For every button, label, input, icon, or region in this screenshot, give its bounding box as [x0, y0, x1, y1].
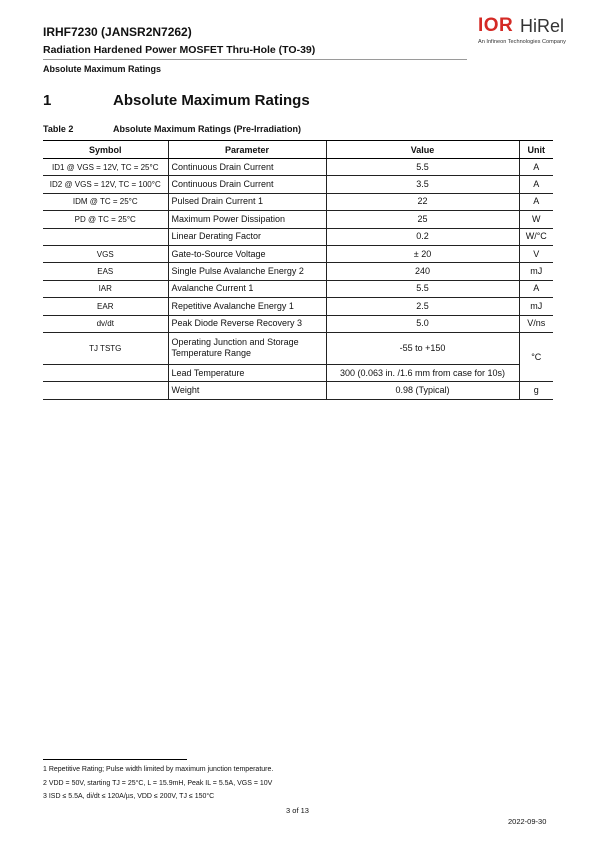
row-symbol: PD @ TC = 25°C — [43, 211, 168, 228]
row-value: 300 (0.063 in. /1.6 mm from case for 10s) — [326, 364, 519, 381]
row-unit: W/°C — [519, 228, 553, 245]
table-caption: Absolute Maximum Ratings (Pre-Irradiation) — [113, 124, 302, 134]
row-value: ± 20 — [326, 245, 519, 262]
row-symbol: IDM @ TC = 25°C — [43, 193, 168, 210]
row-unit: °C — [519, 332, 553, 381]
row-parameter: Repetitive Avalanche Energy 1 — [168, 298, 326, 315]
footnote-divider — [43, 759, 187, 760]
row-unit: mJ — [519, 298, 553, 315]
row-parameter: Avalanche Current 1 — [168, 280, 326, 297]
row-symbol: ID2 @ VGS = 12V, TC = 100°C — [43, 176, 168, 193]
table-row — [43, 211, 553, 228]
table-row — [43, 176, 553, 193]
document-subtitle: Radiation Hardened Power MOSFET Thru-Hole (TO-39) — [43, 44, 316, 56]
row-parameter: Operating Junction and Storage Temperature Range — [168, 332, 326, 364]
row-unit: mJ — [519, 263, 553, 280]
row-symbol: TJ TSTG — [43, 332, 168, 364]
row-value: 5.5 — [326, 280, 519, 297]
row-symbol: EAS — [43, 263, 168, 280]
table-row — [43, 298, 553, 315]
footnote-2: 2 VDD = 50V, starting TJ = 25°C, L = 15.9mH, Peak IL = 5.5A, VGS = 10V — [43, 780, 273, 787]
section-heading: Absolute Maximum Ratings — [113, 92, 310, 109]
row-unit: g — [519, 382, 553, 399]
header-unit: Unit — [519, 141, 553, 159]
row-symbol: ID1 @ VGS = 12V, TC = 25°C — [43, 159, 168, 176]
row-symbol: EAR — [43, 298, 168, 315]
table-row — [43, 245, 553, 262]
header-parameter: Parameter — [168, 141, 326, 159]
ratings-table — [43, 140, 553, 400]
table-label: Table 2 — [43, 124, 74, 134]
row-unit: A — [519, 193, 553, 210]
row-unit: V — [519, 245, 553, 262]
row-value: 5.5 — [326, 159, 519, 176]
row-symbol: dv/dt — [43, 315, 168, 332]
row-value: -55 to +150 — [326, 332, 519, 364]
row-value: 2.5 — [326, 298, 519, 315]
row-unit: A — [519, 176, 553, 193]
table-row — [43, 315, 553, 332]
row-value: 5.0 — [326, 315, 519, 332]
row-parameter: Continuous Drain Current — [168, 159, 326, 176]
row-symbol — [43, 228, 168, 245]
logo-product: HiRel — [520, 16, 565, 36]
table-row — [43, 364, 553, 381]
header-divider — [43, 59, 467, 60]
table-row — [43, 159, 553, 176]
row-parameter: Pulsed Drain Current 1 — [168, 193, 326, 210]
row-value: 0.98 (Typical) — [326, 382, 519, 399]
section-number: 1 — [43, 92, 52, 109]
row-unit: W — [519, 211, 553, 228]
document-date: 2022-09-30 — [508, 817, 547, 826]
row-symbol — [43, 382, 168, 399]
company-logo — [478, 15, 566, 49]
table-row — [43, 263, 553, 280]
row-unit: A — [519, 159, 553, 176]
row-symbol — [43, 364, 168, 381]
footnote-1: 1 Repetitive Rating; Pulse width limited by maximum junction temperature. — [43, 766, 274, 773]
table-row — [43, 280, 553, 297]
row-parameter: Lead Temperature — [168, 364, 326, 381]
table-row — [43, 193, 553, 210]
logo-brand: IOR — [478, 15, 514, 36]
row-value: 25 — [326, 211, 519, 228]
page-number: 3 of 13 — [286, 806, 309, 815]
logo-tagline: An Infineon Technologies Company — [478, 39, 566, 45]
row-parameter: Gate-to-Source Voltage — [168, 245, 326, 262]
row-value: 0.2 — [326, 228, 519, 245]
table-row — [43, 228, 553, 245]
row-parameter: Linear Derating Factor — [168, 228, 326, 245]
row-symbol: IAR — [43, 280, 168, 297]
row-value: 240 — [326, 263, 519, 280]
row-unit: A — [519, 280, 553, 297]
document-title: IRHF7230 (JANSR2N7262) — [43, 25, 192, 39]
row-value: 22 — [326, 193, 519, 210]
row-symbol: VGS — [43, 245, 168, 262]
row-parameter: Weight — [168, 382, 326, 399]
table-header-row — [43, 141, 553, 159]
footnote-3: 3 ISD ≤ 5.5A, di/dt ≤ 120A/µs, VDD ≤ 200V, TJ ≤ 150°C — [43, 793, 215, 800]
table-row — [43, 332, 553, 364]
running-section-label: Absolute Maximum Ratings — [43, 64, 162, 74]
row-parameter: Continuous Drain Current — [168, 176, 326, 193]
row-unit: V/ns — [519, 315, 553, 332]
header-symbol: Symbol — [43, 141, 168, 159]
row-parameter: Single Pulse Avalanche Energy 2 — [168, 263, 326, 280]
table-row — [43, 382, 553, 399]
header-value: Value — [326, 141, 519, 159]
row-value: 3.5 — [326, 176, 519, 193]
row-parameter: Maximum Power Dissipation — [168, 211, 326, 228]
row-parameter: Peak Diode Reverse Recovery 3 — [168, 315, 326, 332]
